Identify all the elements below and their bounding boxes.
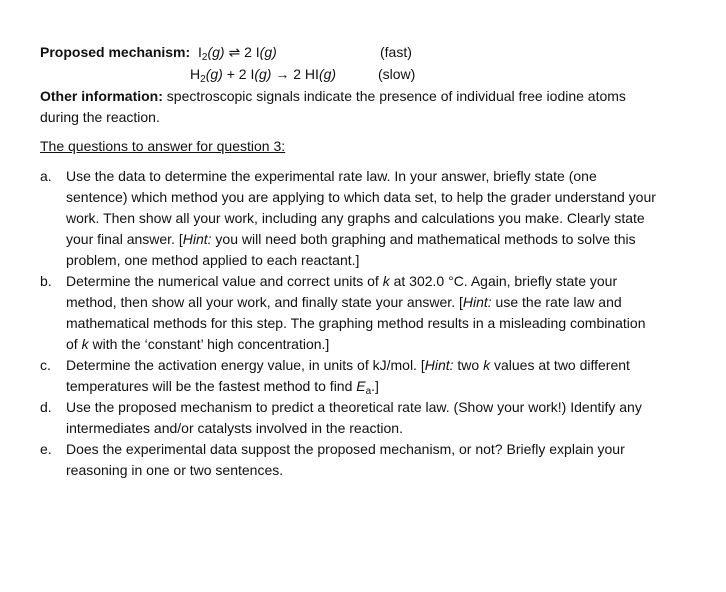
step1-rhs-coef: 2 bbox=[244, 44, 256, 60]
question-a-line-5: problem, one method applied to each reactant.] bbox=[66, 252, 360, 268]
other-info-line-1 bbox=[40, 88, 626, 104]
step2-plus-iodine: + 2 I bbox=[222, 66, 255, 82]
step1-lhs-subscript: 2 bbox=[201, 52, 208, 63]
question-c-line-1-pre: Determine the activation energy value, in units of kJ/mol. [ bbox=[66, 357, 425, 373]
question-d-line-1: Use the proposed mechanism to predict a theoretical rate law. (Show your work!) Identify any bbox=[66, 399, 642, 415]
question-a-line-4-pre: your final answer. [ bbox=[66, 231, 183, 247]
question-a-line-4-post: you will need both graphing and mathematical methods to solve this bbox=[211, 231, 636, 247]
question-b-line-2 bbox=[66, 292, 686, 313]
question-b-line-1-pre: Determine the numerical value and correct units of bbox=[66, 273, 383, 289]
question-c-ea-subscript: a bbox=[365, 386, 372, 397]
step1-rhs-phase: (g) bbox=[259, 44, 277, 60]
question-c-label: c. bbox=[40, 357, 51, 373]
question-b-line-1 bbox=[66, 271, 686, 292]
question-c-line-1-post: values at two different bbox=[490, 357, 630, 373]
equilibrium-arrow-icon: ⇌ bbox=[228, 44, 241, 60]
question-c-line-1-mid: two bbox=[453, 357, 484, 373]
question-a-line-4 bbox=[66, 229, 686, 250]
question-b-k-symbol-2: k bbox=[81, 336, 89, 352]
question-b-line-2-post: use the rate law and bbox=[491, 294, 622, 310]
question-c-line-2-pre: temperatures will be the fastest method to find bbox=[66, 378, 357, 394]
question-b-line-4 bbox=[66, 334, 686, 355]
question-d-line-2: intermediates and/or catalysts involved in the reaction. bbox=[66, 420, 403, 436]
question-b-k-symbol: k bbox=[382, 273, 390, 289]
question-b-line-4-pre: of bbox=[66, 336, 82, 352]
questions-heading: The questions to answer for question 3: bbox=[40, 138, 286, 154]
mechanism-step-1 bbox=[198, 44, 277, 61]
step2-h2-phase: (g) bbox=[205, 66, 223, 82]
other-info-label: Other information: bbox=[40, 88, 163, 104]
step2-rate: (slow) bbox=[378, 66, 416, 82]
question-a-line-2: sentence) which method you are applying to which data set, to help the grader understand your bbox=[66, 189, 656, 205]
question-c-line-1 bbox=[66, 355, 686, 376]
question-d-label: d. bbox=[40, 399, 52, 415]
mechanism-label: Proposed mechanism: bbox=[40, 44, 191, 60]
step2-product: 2 HI bbox=[293, 66, 319, 82]
step2-product-phase: (g) bbox=[318, 66, 337, 82]
other-info-text-1: spectroscopic signals indicate the presence of individual free iodine atoms bbox=[166, 88, 626, 104]
question-b-line-4-post: with the ‘constant’ high concentration.] bbox=[88, 336, 330, 352]
question-b-text bbox=[66, 271, 686, 355]
mechanism-step-2 bbox=[190, 66, 337, 85]
question-c-line-2-post: .] bbox=[371, 378, 379, 394]
question-e-text bbox=[66, 439, 686, 481]
question-c-k-symbol: k bbox=[483, 357, 491, 373]
question-d-text bbox=[66, 397, 686, 439]
question-a-hint: Hint: bbox=[182, 231, 212, 247]
question-b-line-1-post: at 302.0 °C. Again, briefly state your bbox=[389, 273, 618, 289]
question-a-text bbox=[66, 166, 686, 271]
question-a-label: a. bbox=[40, 168, 52, 184]
question-a-line-3: work. Then show all your work, including any graphs and calculations you make. Clearly state bbox=[66, 210, 645, 226]
other-info-text-2: during the reaction. bbox=[40, 109, 160, 125]
step1-rhs-species: I bbox=[255, 44, 260, 60]
question-e-label: e. bbox=[40, 441, 52, 457]
step1-lhs-species: I bbox=[198, 44, 202, 60]
question-c-ea-symbol: E bbox=[356, 378, 366, 394]
step1-lhs-phase: (g) bbox=[207, 44, 225, 60]
question-b-hint: Hint: bbox=[462, 294, 492, 310]
step2-h2-species: H bbox=[190, 66, 201, 82]
step2-h2-subscript: 2 bbox=[200, 74, 206, 85]
question-e-line-2: reasoning in one or two sentences. bbox=[66, 462, 284, 478]
step2-iodine-phase: (g) bbox=[254, 66, 272, 82]
reaction-arrow-icon: → bbox=[271, 66, 294, 82]
question-b-line-2-pre: method, then show all your work, and finally state your answer. [ bbox=[66, 294, 463, 310]
question-c-hint: Hint: bbox=[424, 357, 454, 373]
question-c-text bbox=[66, 355, 686, 397]
question-a-line-1: Use the data to determine the experimental rate law. In your answer, briefly state (one bbox=[66, 168, 597, 184]
question-b-line-3: mathematical methods for this step. The graphing method results in a misleading combination bbox=[66, 315, 646, 331]
question-e-line-1: Does the experimental data suppost the proposed mechanism, or not? Briefly explain your bbox=[66, 441, 625, 457]
question-b-label: b. bbox=[40, 273, 52, 289]
question-c-line-2 bbox=[66, 376, 686, 397]
step1-rate: (fast) bbox=[380, 44, 412, 60]
